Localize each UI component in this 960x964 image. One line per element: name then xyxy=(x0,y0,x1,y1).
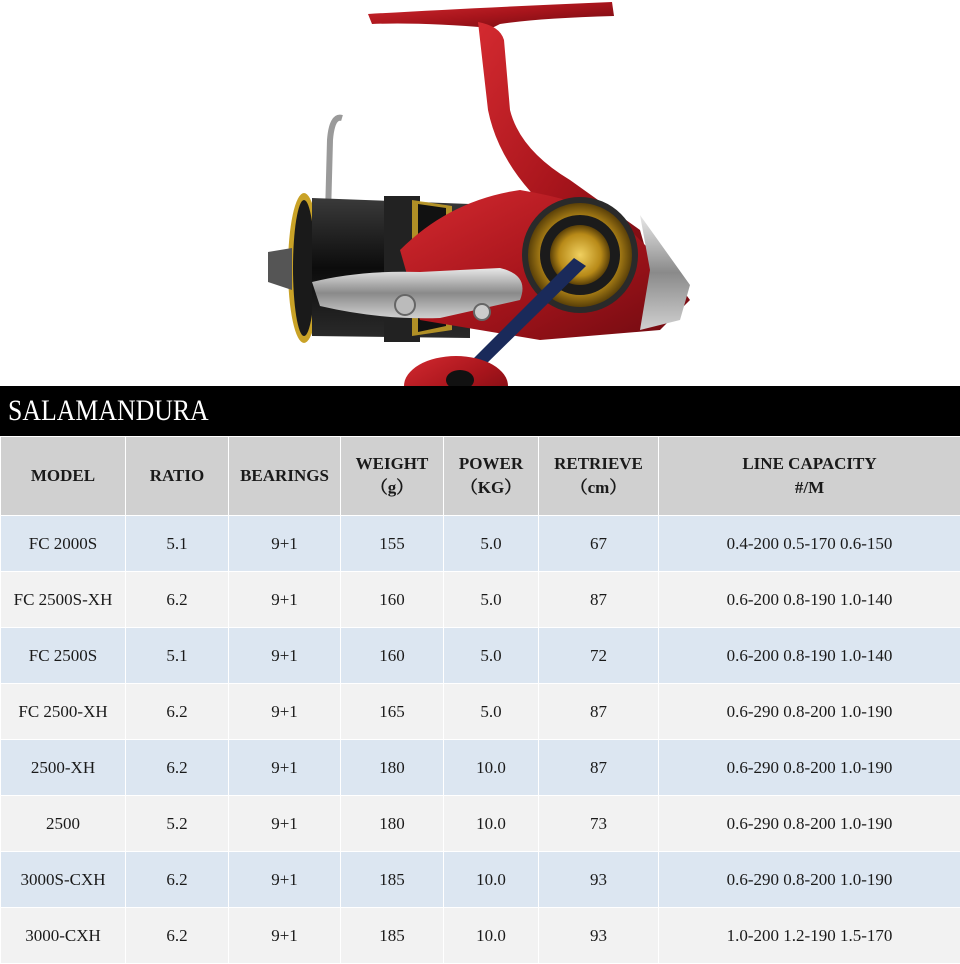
cell-model: FC 2500-XH xyxy=(1,684,126,740)
header-weight: WEIGHT （g） xyxy=(341,437,444,516)
cell-weight: 180 xyxy=(341,796,444,852)
cell-power: 5.0 xyxy=(444,572,539,628)
cell-power: 10.0 xyxy=(444,908,539,964)
cell-power: 10.0 xyxy=(444,740,539,796)
table-row xyxy=(1,908,960,964)
cell-power: 5.0 xyxy=(444,516,539,572)
cell-ratio: 6.2 xyxy=(126,572,229,628)
table-row xyxy=(1,572,960,628)
cell-line-capacity: 0.6-200 0.8-190 1.0-140 xyxy=(659,628,960,684)
cell-line-capacity: 0.4-200 0.5-170 0.6-150 xyxy=(659,516,960,572)
cell-model: 3000S-CXH xyxy=(1,852,126,908)
cell-ratio: 6.2 xyxy=(126,908,229,964)
cell-ratio: 6.2 xyxy=(126,740,229,796)
cell-retrieve: 72 xyxy=(539,628,659,684)
cell-model: FC 2000S xyxy=(1,516,126,572)
cell-bearings: 9+1 xyxy=(229,908,341,964)
specs-table xyxy=(0,436,960,964)
title-bar xyxy=(0,386,960,436)
cell-model: FC 2500S-XH xyxy=(1,572,126,628)
cell-weight: 185 xyxy=(341,852,444,908)
cell-retrieve: 67 xyxy=(539,516,659,572)
cell-retrieve: 93 xyxy=(539,908,659,964)
cell-bearings: 9+1 xyxy=(229,684,341,740)
cell-weight: 160 xyxy=(341,572,444,628)
table-row xyxy=(1,684,960,740)
cell-retrieve: 73 xyxy=(539,796,659,852)
table-row xyxy=(1,796,960,852)
cell-retrieve: 87 xyxy=(539,572,659,628)
cell-bearings: 9+1 xyxy=(229,852,341,908)
cell-weight: 180 xyxy=(341,740,444,796)
cell-power: 10.0 xyxy=(444,852,539,908)
cell-bearings: 9+1 xyxy=(229,740,341,796)
cell-weight: 160 xyxy=(341,628,444,684)
table-row xyxy=(1,852,960,908)
cell-bearings: 9+1 xyxy=(229,796,341,852)
cell-bearings: 9+1 xyxy=(229,516,341,572)
cell-ratio: 6.2 xyxy=(126,684,229,740)
cell-model: FC 2500S xyxy=(1,628,126,684)
cell-retrieve: 87 xyxy=(539,740,659,796)
cell-bearings: 9+1 xyxy=(229,572,341,628)
cell-weight: 165 xyxy=(341,684,444,740)
cell-line-capacity: 0.6-290 0.8-200 1.0-190 xyxy=(659,796,960,852)
table-row xyxy=(1,628,960,684)
table-body xyxy=(1,516,960,964)
cell-bearings: 9+1 xyxy=(229,628,341,684)
cell-line-capacity: 1.0-200 1.2-190 1.5-170 xyxy=(659,908,960,964)
table-row xyxy=(1,516,960,572)
header-line-capacity: LINE CAPACITY #/M xyxy=(659,437,960,516)
header-retrieve: RETRIEVE （cm） xyxy=(539,437,659,516)
cell-line-capacity: 0.6-290 0.8-200 1.0-190 xyxy=(659,740,960,796)
cell-ratio: 5.1 xyxy=(126,516,229,572)
cell-model: 2500-XH xyxy=(1,740,126,796)
cell-power: 5.0 xyxy=(444,684,539,740)
cell-ratio: 6.2 xyxy=(126,852,229,908)
cell-model: 3000-CXH xyxy=(1,908,126,964)
header-ratio: RATIO xyxy=(126,437,229,516)
header-power: POWER （KG） xyxy=(444,437,539,516)
spinning-reel-photo xyxy=(0,0,960,386)
cell-ratio: 5.1 xyxy=(126,628,229,684)
cell-power: 10.0 xyxy=(444,796,539,852)
cell-line-capacity: 0.6-200 0.8-190 1.0-140 xyxy=(659,572,960,628)
cell-weight: 155 xyxy=(341,516,444,572)
product-title: SALAMANDURA xyxy=(8,392,209,430)
cell-line-capacity: 0.6-290 0.8-200 1.0-190 xyxy=(659,852,960,908)
product-image xyxy=(0,0,960,386)
header-model: MODEL xyxy=(1,437,126,516)
cell-weight: 185 xyxy=(341,908,444,964)
header-bearings: BEARINGS xyxy=(229,437,341,516)
cell-ratio: 5.2 xyxy=(126,796,229,852)
cell-power: 5.0 xyxy=(444,628,539,684)
cell-line-capacity: 0.6-290 0.8-200 1.0-190 xyxy=(659,684,960,740)
table-row xyxy=(1,740,960,796)
header-row xyxy=(1,437,960,516)
cell-retrieve: 93 xyxy=(539,852,659,908)
cell-retrieve: 87 xyxy=(539,684,659,740)
cell-model: 2500 xyxy=(1,796,126,852)
